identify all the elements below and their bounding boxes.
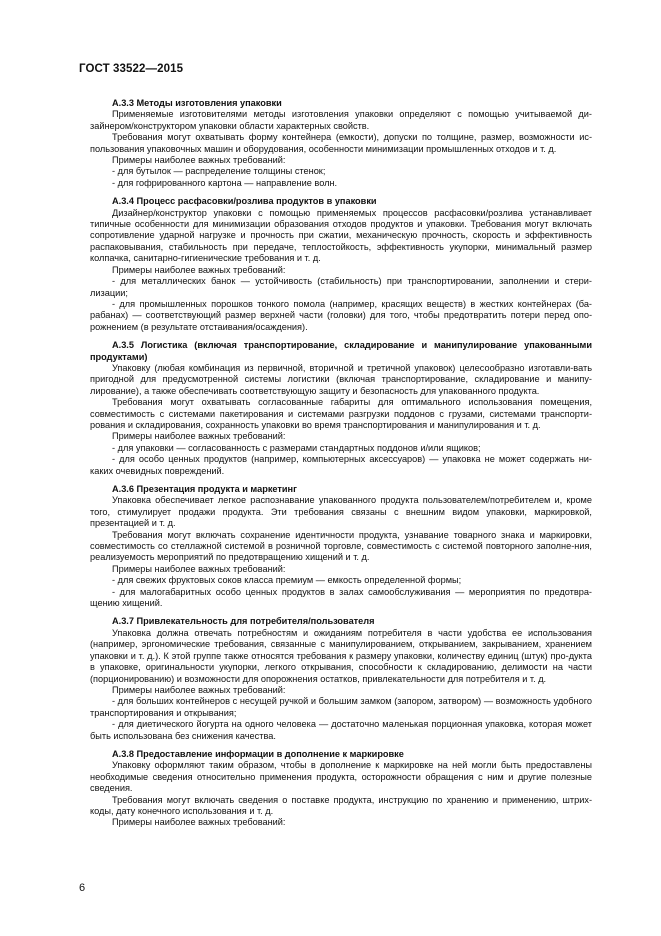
page-number: 6: [79, 882, 86, 894]
paragraph: Примеры наиболее важных требований:: [112, 817, 286, 828]
list-item: - для промышленных порошков тонкого помола (например, красящих веществ) в жестких контейнерах (ба-рабанах) — соответствующий размер верхней части (головки) для того, чтобы предотвратить потери перед опо-рожнением (в результате отстаивания/осаждения).: [90, 298, 592, 332]
list-item: - для гофрированного картона — направление волн.: [112, 177, 338, 188]
section-heading: А.3.8 Предоставление информации в дополнение к маркировке: [112, 748, 404, 759]
list-item: - для свежих фруктовых соков класса премиум — емкость определенной формы;: [112, 575, 462, 586]
paragraph: Дизайнер/конструктор упаковки с помощью применяемых процессов расфасовки/розлива устанавливает типичные особенности для минимизации образования отходов продуктов и упаковки. Требования могут включать сопротивление ударной нагрузке и прочность при сжатии, механическую прочность, скорость и эффективность распаковывания, стабильность при передаче, теплостойкость, эффективность укупорки, минимальный размер колпачка, санитарно-гигиенические требования и т. д.: [90, 207, 592, 264]
paragraph: Примеры наиболее важных требований:: [112, 563, 286, 574]
paragraph: Применяемые изготовителями методы изготовления упаковки определяют с помощью учитываемой ди-зайнером/конструктором упаковки области характерных свойств.: [90, 109, 592, 131]
list-item: - для бутылок — распределение толщины стенок;: [112, 166, 326, 177]
document-header: ГОСТ 33522—2015: [79, 63, 184, 75]
list-item: - для упаковки — согласованность с размерами стандартных поддонов и/или ящиков;: [112, 442, 481, 453]
paragraph: Примеры наиболее важных требований:: [112, 264, 286, 275]
list-item: - для особо ценных продуктов (например, компьютерных аксессуаров) — упаковка не может содержать ни-каких очевидных повреждений.: [90, 454, 592, 476]
paragraph: Требования могут включать сохранение идентичности продукта, узнавание товарного знака и маркировки, совместимость со стеллажной системой в розничной торговле, совместимость с системой повторного заполне-ния, реализуемость мероприятий по предотвращению хищений и т. д.: [90, 529, 592, 563]
paragraph: Требования могут включать сведения о поставке продукта, инструкцию по хранению и применению, штрих-коды, дату конечного использования и т. д.: [90, 794, 592, 816]
section-heading: А.3.3 Методы изготовления упаковки: [112, 98, 282, 108]
paragraph: Примеры наиболее важных требований:: [112, 155, 286, 166]
section-a-3-7: [90, 616, 592, 741]
section-a-3-4: [90, 196, 592, 333]
section-a-3-3: [90, 98, 592, 189]
list-item: - для малогабаритных особо ценных продуктов в залах самообслуживания — мероприятия по предотвра-щению хищений.: [90, 586, 592, 609]
paragraph: Упаковку (любая комбинация из первичной, вторичной и третичной упаковок) целесообразно изготавли-вать пригодной для предусмотренной системы логистики (включая транспортирование, складирование и манипу-лирование), а также обеспечивать соответствующую защиту и безопасность для упакованного продукта.: [90, 362, 592, 396]
paragraph: Требования могут охватывать форму контейнера (емкости), допуски по толщине, размер, возможности ис-пользования упаковочных машин и оборудования, особенности минимизации промышленных отходов и т. д.: [90, 132, 592, 154]
list-item: - для металлических банок — устойчивость (стабильность) при транспортировании, заполнении и стери-лизации;: [90, 276, 592, 298]
paragraph: Упаковку оформляют таким образом, чтобы в дополнение к маркировке на ней могли быть предоставлены необходимые сведения относительно применения продукта, осторожности обращения с ним и другие полезные сведения.: [90, 760, 592, 794]
paragraph: Примеры наиболее важных требований:: [112, 431, 286, 442]
list-item: - для диетического йогурта на одного человека — достаточно маленькая порционная упаковка, которая может быть использована без снижения качества.: [90, 719, 592, 741]
paragraph: Упаковка должна отвечать потребностям и ожиданиям потребителя в части удобства ее использования (например, эргономические требования, связанные с манипулированием, открыванием, закрыванием, хранением упаковки и т. д.). К этой группе также относятся требования к размеру упаковки, количеству единиц (штук) про-дукта в упаковке, оригинальности укупорки, легкого открывания, способности к складированию, делимости на части (порционированию) и возможности для опорожнения остатков, привлекательности для потребителя и т. д.: [90, 627, 592, 684]
section-a-3-5: [90, 340, 592, 477]
paragraph: Упаковка обеспечивает легкое распознавание упакованного продукта пользователем/потребителем и, кроме того, стимулирует продажи продукта. Эти требования связаны с внешним видом упаковки, маркировкой, презентацией и т. д.: [90, 495, 592, 529]
list-item: - для больших контейнеров с несущей ручкой и большим замком (запором, затвором) — возможность удобного транспортирования и открывания;: [90, 696, 592, 718]
section-a-3-8: [90, 749, 592, 829]
section-a-3-6: [90, 484, 592, 609]
paragraph: Требования могут охватывать согласованные габариты для оптимального использования помещения, совместимость с системами пакетирования и системами разгрузки поддонов с грузами, системами транспорти-рования и складирования, сохранность упаковки во время транспортирования и манипулирования и т. д.: [90, 397, 592, 430]
section-heading: А.3.5 Логистика (включая транспортирование, складирование и манипулирование упакованными продуктами): [90, 340, 592, 362]
document-body: [90, 98, 592, 836]
section-heading: А.3.4 Процесс расфасовки/розлива продуктов в упаковки: [112, 196, 377, 207]
paragraph: Примеры наиболее важных требований:: [112, 684, 286, 695]
section-heading: А.3.7 Привлекательность для потребителя/пользователя: [112, 616, 375, 627]
section-heading: А.3.6 Презентация продукта и маркетинг: [112, 484, 297, 494]
